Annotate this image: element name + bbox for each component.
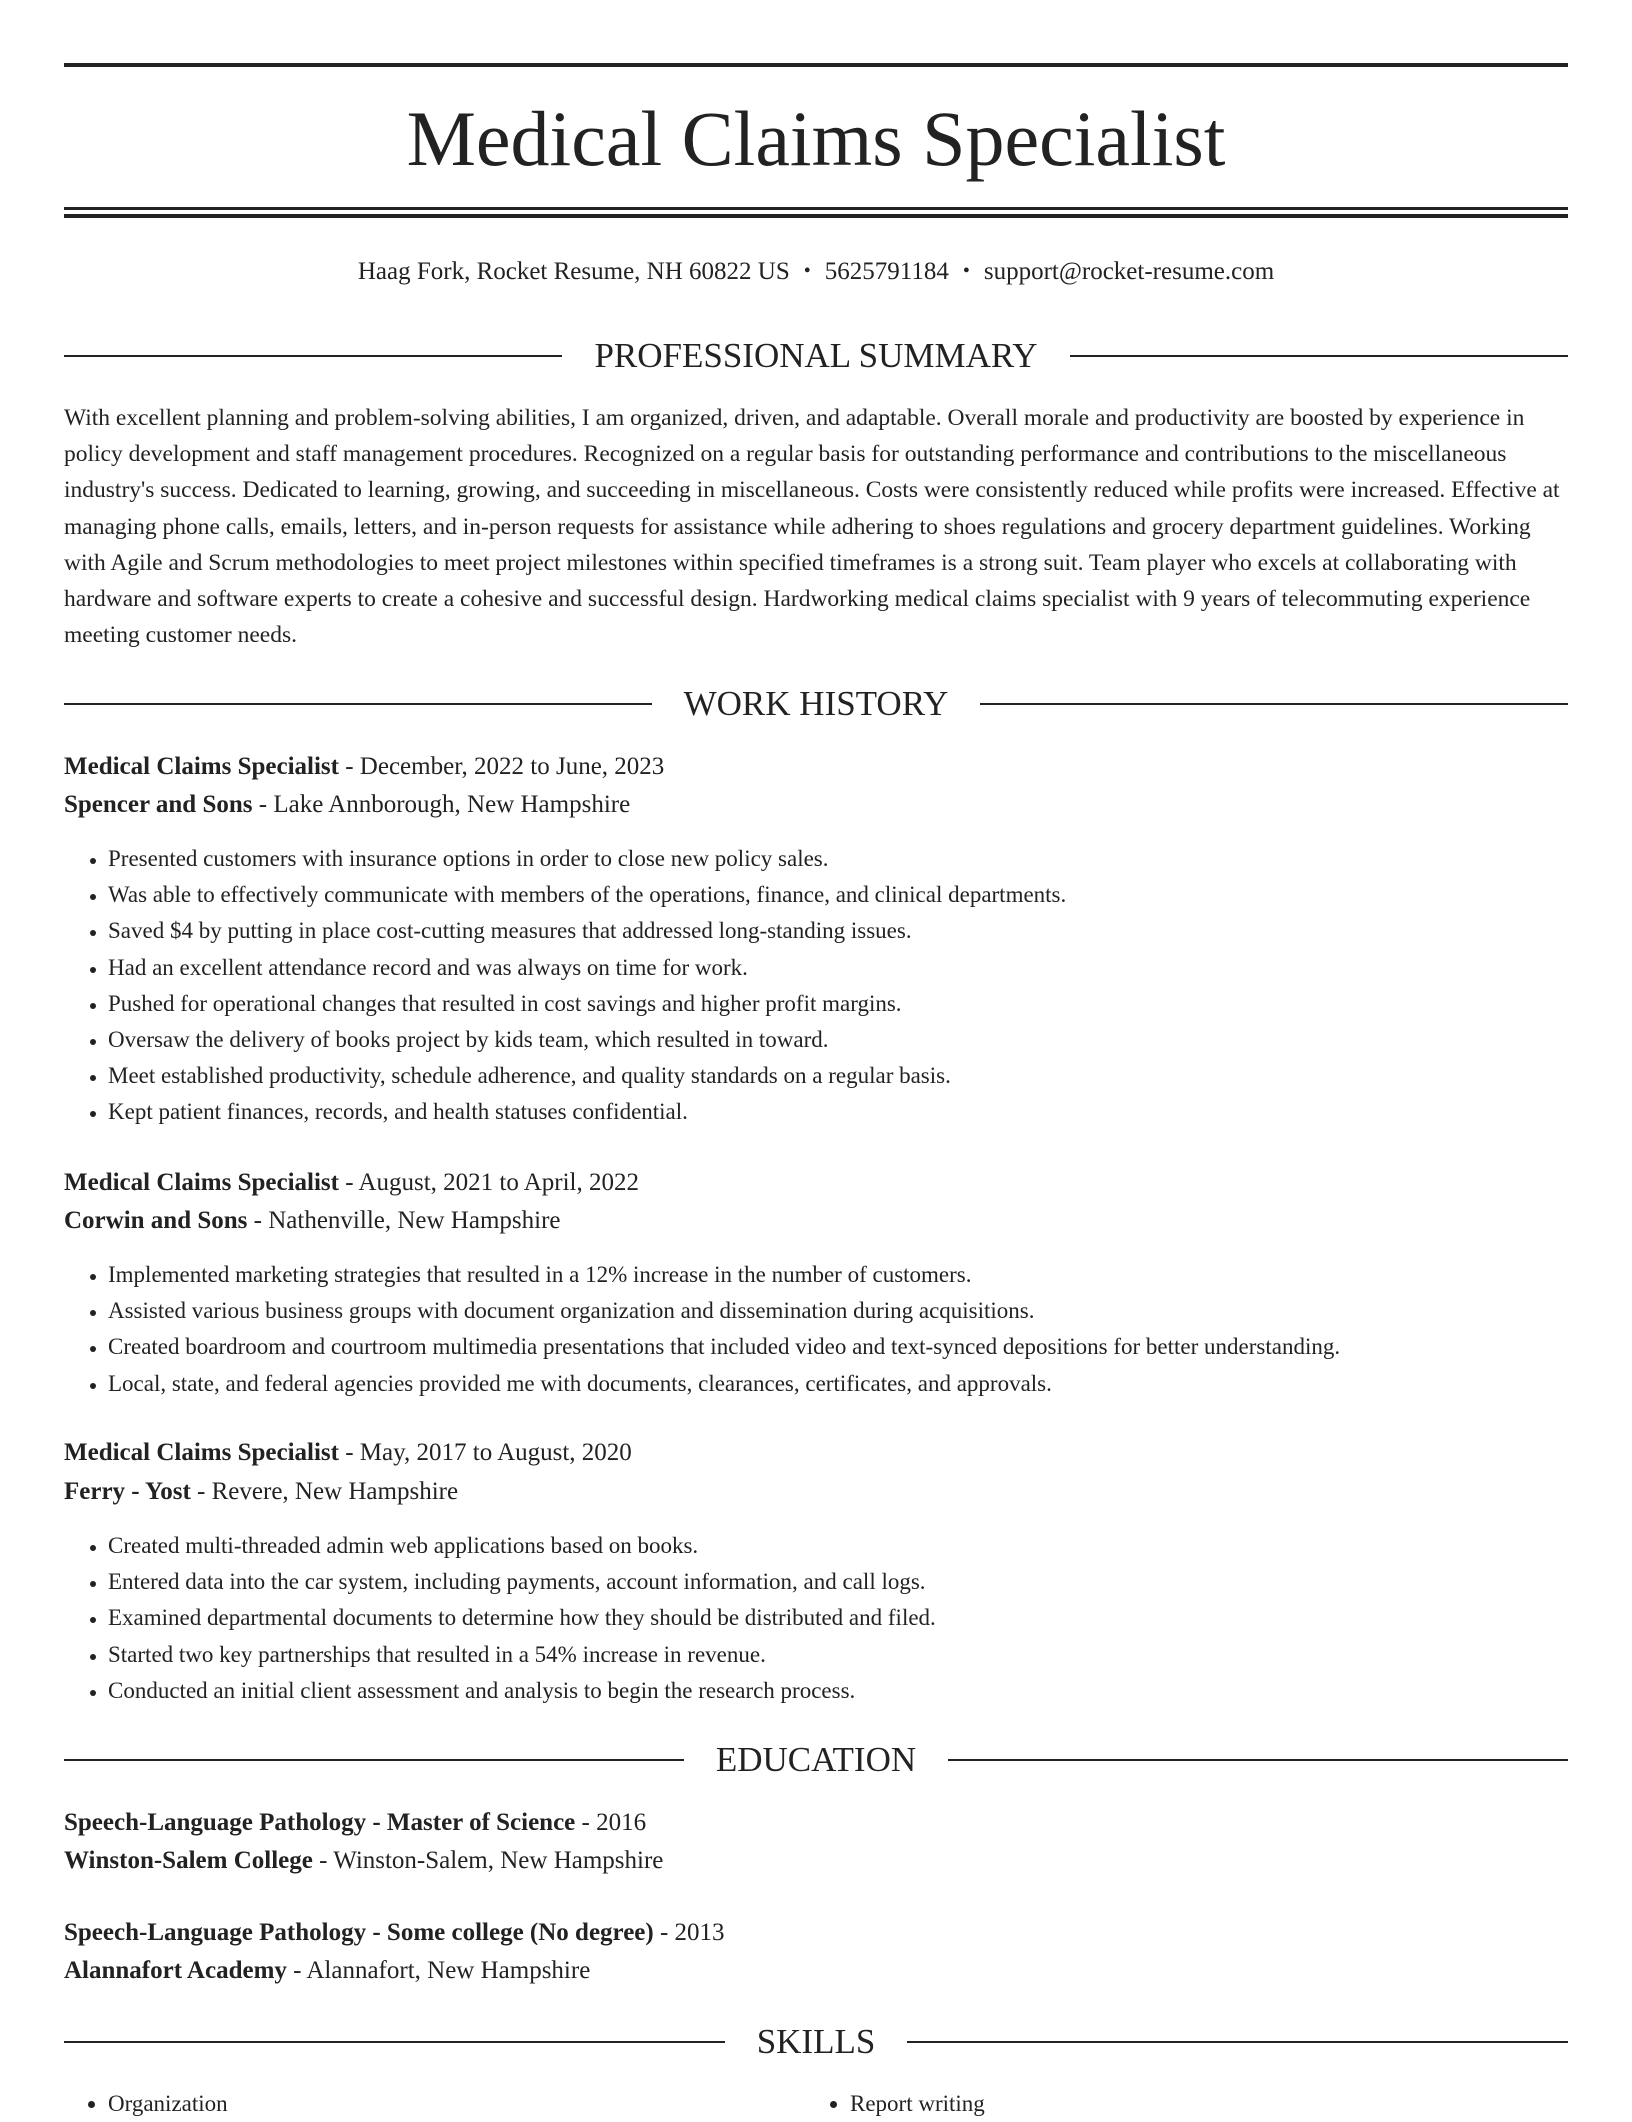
heading-rule: [907, 2041, 1568, 2043]
list-item: • Had an excellent attendance record and was always on time for work.: [108, 950, 1612, 986]
job-dates: - August, 2021 to April, 2022: [338, 1169, 639, 1196]
section-title: WORK HISTORY: [683, 684, 949, 723]
job-title-line: [64, 750, 1568, 784]
education-degree-line: [64, 1916, 1568, 1950]
job-title-line: [64, 1436, 1568, 1470]
education-school: Winston-Salem College: [64, 1847, 313, 1874]
list-item: • Meet established productivity, schedule adherence, and quality standards on a regular basis.: [108, 1058, 1612, 1094]
job-dates: - December, 2022 to June, 2023: [338, 753, 665, 780]
job-bullets: [64, 841, 1612, 1131]
job-location: - Nathenville, New Hampshire: [247, 1207, 561, 1234]
top-rule: [64, 63, 1568, 67]
skills-column-left: [64, 2086, 228, 2122]
education-degree-line: [64, 1806, 1568, 1840]
list-item: • Implemented marketing strategies that resulted in a 12% increase in the number of customers.: [108, 1257, 1612, 1293]
list-item: • Created multi-threaded admin web applications based on books.: [108, 1528, 1612, 1564]
section-heading-work: [64, 682, 1568, 726]
heading-rule: [64, 703, 652, 705]
job-company-line: [64, 1204, 1568, 1238]
skills-column-right: [806, 2086, 985, 2122]
job-bullets: [64, 1528, 1612, 1709]
job-location: - Lake Annborough, New Hampshire: [252, 791, 631, 818]
job-title: Medical Claims Specialist: [64, 1439, 339, 1466]
list-item: • Kept patient finances, records, and health statuses confidential.: [108, 1094, 1612, 1130]
heading-rule: [980, 703, 1568, 705]
contact-line: [64, 254, 1568, 289]
section-heading-education: [64, 1738, 1568, 1782]
job-title: Medical Claims Specialist: [64, 1169, 339, 1196]
heading-rule: [64, 355, 562, 357]
contact-separator: •: [803, 260, 811, 282]
list-item: • Saved $4 by putting in place cost-cutting measures that addressed long-standing issues.: [108, 913, 1612, 949]
skill-item: • Report writing: [850, 2086, 985, 2122]
section-heading-summary: [64, 334, 1568, 378]
education-school-line: [64, 1844, 1568, 1878]
job-title: Medical Claims Specialist: [64, 753, 339, 780]
section-heading-skills: [64, 2020, 1568, 2064]
section-title: EDUCATION: [715, 1740, 917, 1779]
resume-name: Medical Claims Specialist: [406, 95, 1226, 182]
skill-item: • Organization: [108, 2086, 228, 2122]
list-item: • Pushed for operational changes that resulted in cost savings and higher profit margins.: [108, 986, 1612, 1022]
job-company-line: [64, 788, 1568, 822]
job-company: Ferry - Yost: [64, 1478, 191, 1505]
job-company: Spencer and Sons: [64, 791, 253, 818]
contact-email: support@rocket-resume.com: [983, 258, 1275, 285]
heading-rule: [64, 1759, 684, 1761]
list-item: • Started two key partnerships that resulted in a 54% increase in revenue.: [108, 1637, 1612, 1673]
list-item: • Conducted an initial client assessment and analysis to begin the research process.: [108, 1673, 1612, 1709]
job-bullets: [64, 1257, 1612, 1402]
section-title: SKILLS: [756, 2022, 876, 2061]
list-item: • Presented customers with insurance options in order to close new policy sales.: [108, 841, 1612, 877]
education-school-line: [64, 1954, 1568, 1988]
list-item: • Oversaw the delivery of books project by kids team, which resulted in toward.: [108, 1022, 1612, 1058]
education-location: - Winston-Salem, New Hampshire: [312, 1847, 664, 1874]
job-location: - Revere, New Hampshire: [190, 1478, 459, 1505]
section-title: PROFESSIONAL SUMMARY: [594, 336, 1038, 375]
list-item: • Entered data into the car system, including payments, account information, and call logs.: [108, 1564, 1612, 1600]
heading-rule: [1070, 355, 1568, 357]
education-school: Alannafort Academy: [64, 1957, 287, 1984]
education-year: - 2016: [575, 1809, 647, 1836]
job-company: Corwin and Sons: [64, 1207, 248, 1234]
list-item: • Assisted various business groups with document organization and dissemination during acquisitions.: [108, 1293, 1612, 1329]
heading-rule: [948, 1759, 1568, 1761]
header-double-rule: [64, 207, 1568, 218]
heading-rule: [64, 2041, 725, 2043]
education-year: - 2013: [653, 1919, 725, 1946]
job-title-line: [64, 1166, 1568, 1200]
list-item: • Examined departmental documents to determine how they should be distributed and filed.: [108, 1600, 1612, 1636]
contact-phone: 5625791184: [824, 258, 949, 285]
education-location: - Alannafort, New Hampshire: [286, 1957, 591, 1984]
summary-text: With excellent planning and problem-solving abilities, I am organized, driven, and adaptable. Overall morale and productivity are boosted by experience in policy development and staff management procedures. Recognized on a regular basis for outstanding performance and contributions to the miscellaneous industry's success. Dedicated to learning, growing, and succeeding in miscellaneous. Costs were consistently reduced while profits were increased. Effective at managing phone calls, emails, letters, and in-person requests for assistance while adhering to shoes regulations and grocery department guidelines. Working with Agile and Scrum methodologies to meet project milestones within specified timeframes is a strong suit. Team player who excels at collaborating with hardware and software experts to create a cohesive and successful design. Hardworking medical claims specialist with 9 years of telecommuting experience meeting customer needs.: [64, 405, 1560, 649]
contact-separator: •: [962, 260, 970, 282]
list-item: • Created boardroom and courtroom multimedia presentations that included video and text-synced depositions for better understanding.: [108, 1329, 1612, 1365]
list-item: • Local, state, and federal agencies provided me with documents, clearances, certificates, and approvals.: [108, 1366, 1612, 1402]
job-company-line: [64, 1475, 1568, 1509]
contact-address: Haag Fork, Rocket Resume, NH 60822 US: [357, 258, 790, 285]
education-degree: Speech-Language Pathology - Master of Science: [64, 1809, 576, 1836]
job-dates: - May, 2017 to August, 2020: [338, 1439, 632, 1466]
list-item: • Was able to effectively communicate with members of the operations, finance, and clinical departments.: [108, 877, 1612, 913]
education-degree: Speech-Language Pathology - Some college (No degree): [64, 1919, 654, 1946]
